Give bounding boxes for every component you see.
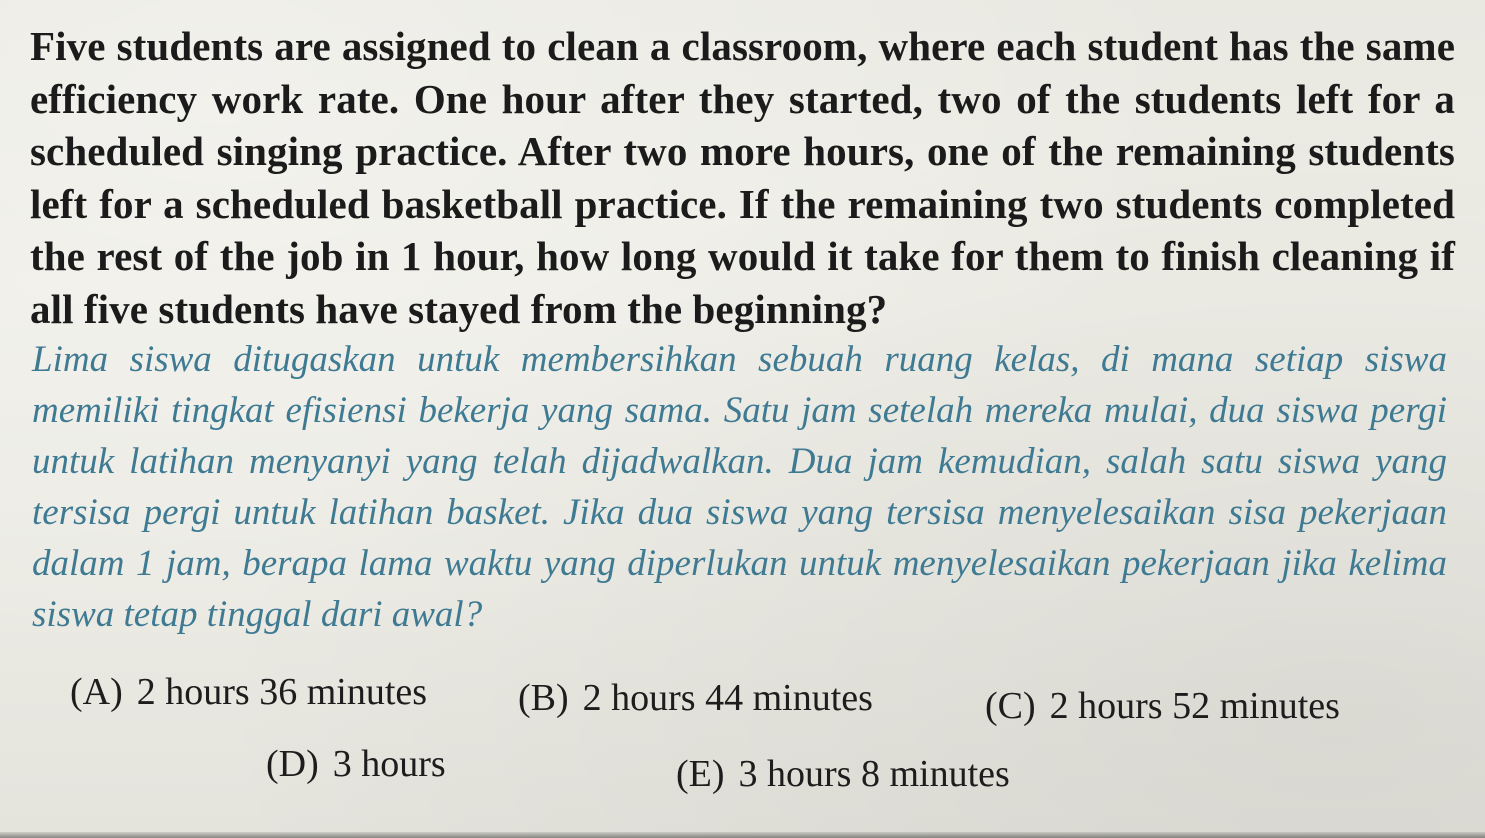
option-b-text: 2 hours 44 minutes (582, 677, 873, 719)
option-e-text: 3 hours 8 minutes (738, 753, 1010, 795)
option-b[interactable] (518, 676, 873, 720)
option-e[interactable] (676, 752, 1010, 796)
option-a[interactable] (70, 670, 427, 714)
option-a-letter: (A) (70, 671, 123, 713)
page-bottom-edge (0, 832, 1485, 838)
option-d-letter: (D) (266, 743, 319, 785)
question-indonesian: Lima siswa ditugaskan untuk membersihkan sebuah ruang kelas, di mana setiap siswa memiliki tingkat efisiensi bekerja yang sama. Satu jam setelah mereka mulai, dua siswa pergi untuk latihan menyanyi yang telah dijadwalkan. Dua jam kemudian, salah satu siswa yang tersisa pergi untuk latihan basket. Jika dua siswa yang tersisa menyelesaikan sisa pekerjaan dalam 1 jam, berapa lama waktu yang diperlukan untuk menyelesaikan pekerjaan jika kelima siswa tetap tinggal dari awal? (32, 339, 1447, 635)
option-e-letter: (E) (676, 753, 725, 795)
option-a-text: 2 hours 36 minutes (136, 671, 428, 713)
option-c[interactable] (985, 684, 1340, 728)
option-c-letter: (C) (985, 685, 1036, 727)
option-c-text: 2 hours 52 minutes (1049, 685, 1340, 727)
question-english: Five students are assigned to clean a classroom, where each student has the same efficiency work rate. One hour after they started, two of the students left for a scheduled singing practice. After two more hours, one of the remaining students left for a scheduled basketball practice. If the remaining two students completed the rest of the job in 1 hour, how long would it take for them to finish cleaning if all five students have stayed from the beginning? (30, 23, 1455, 332)
option-b-letter: (B) (518, 677, 569, 719)
option-d[interactable] (266, 742, 446, 786)
option-d-text: 3 hours (332, 743, 446, 785)
